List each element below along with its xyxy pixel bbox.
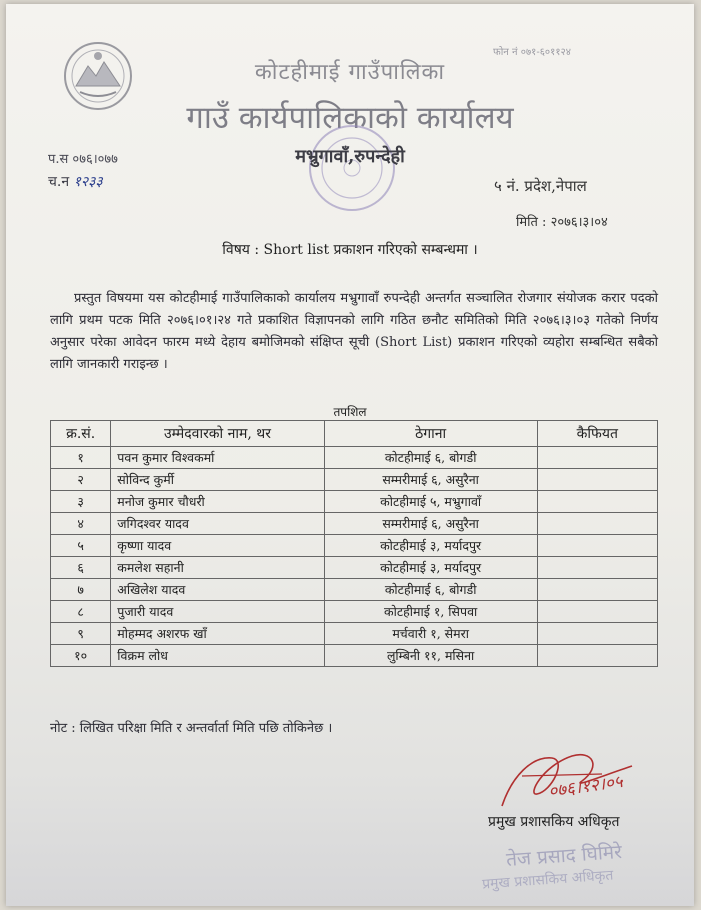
dispatch-label: च.न <box>48 174 70 190</box>
shortlist-table <box>50 420 658 667</box>
cell-serial: ८ <box>51 601 111 623</box>
table-row <box>51 491 658 513</box>
cell-remark <box>537 447 657 469</box>
phone-number: फोन नं ०७१-६०११२४ <box>493 47 571 58</box>
letter-dispatch-no <box>48 172 103 191</box>
letter-ref-ps: प.स ०७६।०७७ <box>48 152 118 167</box>
cell-remark <box>537 469 657 491</box>
cell-remark <box>537 557 657 579</box>
cell-name: पुजारी यादव <box>111 601 324 623</box>
letter-subject: विषय : Short list प्रकाशन गरिएको सम्बन्धमा । <box>222 242 478 258</box>
cell-name: कमलेश सहानी <box>111 557 324 579</box>
letter-page <box>6 4 694 906</box>
cell-address: लुम्बिनी ११, मसिना <box>324 645 537 667</box>
office-stamp-icon <box>306 122 398 214</box>
cell-serial: ५ <box>51 535 111 557</box>
cell-name: जगिदश्वर यादव <box>111 513 324 535</box>
cell-remark <box>537 535 657 557</box>
cell-serial: १० <box>51 645 111 667</box>
cell-remark <box>537 491 657 513</box>
cell-serial: २ <box>51 469 111 491</box>
dispatch-value: १२३३ <box>73 174 103 190</box>
cell-address: कोटहीमाई ५, मभ्रुगावाँ <box>324 491 537 513</box>
header-remarks: कैफियत <box>537 421 657 447</box>
cell-serial: ६ <box>51 557 111 579</box>
letter-body: प्रस्तुत विषयमा यस कोटहीमाई गाउँपालिकाको कार्यालय मभ्रुगावाँ रुपन्देही अन्तर्गत सञ्चालित रोजगार संयोजक करार पदको लागि प्रथम पटक मिति २०७६।०१।२४ गते प्रकाशित विज्ञापनको लागि गठित छनौट समितिको मिति २०७६।३।०३ गतेको निर्णय अनुसार परेका आवेदन फारम मध्ये देहाय बमोजिमको संक्षिप्त सूची (Short List) प्रकाशन गरिएको व्यहोरा सम्बन्धित सबैको लागि जानकारी गराइन्छ । <box>50 291 658 372</box>
cell-address: मर्चवारी १, सेमरा <box>324 623 537 645</box>
cell-remark <box>537 579 657 601</box>
cell-remark <box>537 645 657 667</box>
cell-address: सम्मरीमाई ६, असुरैना <box>324 513 537 535</box>
cell-address: कोटहीमाई ३, मर्यादपुर <box>324 557 537 579</box>
table-row <box>51 645 658 667</box>
cell-address: सम्मरीमाई ६, असुरैना <box>324 469 537 491</box>
table-row <box>51 601 658 623</box>
cell-serial: ३ <box>51 491 111 513</box>
table-row <box>51 469 658 491</box>
table-row <box>51 579 658 601</box>
cell-name: सोविन्द कुर्मी <box>111 469 324 491</box>
note-text: नोट : लिखित परिक्षा मिति र अन्तर्वार्ता मिति पछि तोकिनेछ । <box>50 721 333 736</box>
cell-name: विक्रम लोध <box>111 645 324 667</box>
header-serial: क्र.सं. <box>51 421 111 447</box>
seal-officer-title: प्रमुख प्रशासकिय अधिकृत <box>481 867 614 893</box>
cell-serial: ९ <box>51 623 111 645</box>
office-address: मभ्रुगावाँ,रुपन्देही <box>295 146 405 167</box>
annex-title: तपशिल <box>333 405 367 419</box>
cell-serial: १ <box>51 447 111 469</box>
seal-officer-name: तेज प्रसाद घिमिरे <box>505 840 623 872</box>
cell-serial: ४ <box>51 513 111 535</box>
cell-name: पवन कुमार विश्वकर्मा <box>111 447 324 469</box>
cell-serial: ७ <box>51 579 111 601</box>
officer-title: प्रमुख प्रशासकिय अधिकृत <box>488 814 620 830</box>
cell-name: अखिलेश यादव <box>111 579 324 601</box>
table-row <box>51 557 658 579</box>
header-address: ठेगाना <box>324 421 537 447</box>
cell-remark <box>537 601 657 623</box>
header-name: उम्मेदवारको नाम, थर <box>111 421 324 447</box>
table-header-row <box>51 421 658 447</box>
cell-address: कोटहीमाई ६, बोगडी <box>324 447 537 469</box>
province: ५ नं. प्रदेश,नेपाल <box>494 177 587 195</box>
cell-address: कोटहीमाई ६, बोगडी <box>324 579 537 601</box>
signature-date: ०७६।१२।०५ <box>547 771 625 803</box>
table-row <box>51 535 658 557</box>
office-name: कोटहीमाई गाउँपालिका <box>254 60 446 85</box>
cell-name: मोहम्मद अशरफ खाँ <box>111 623 324 645</box>
office-subtitle: गाउँ कार्यपालिकाको कार्यालय <box>186 100 514 136</box>
cell-name: कृष्णा यादव <box>111 535 324 557</box>
cell-remark <box>537 623 657 645</box>
letter-date: मिति : २०७६।३।०४ <box>516 215 608 230</box>
cell-address: कोटहीमाई १, सिपवा <box>324 601 537 623</box>
cell-remark <box>537 513 657 535</box>
cell-address: कोटहीमाई ३, मर्यादपुर <box>324 535 537 557</box>
table-row <box>51 513 658 535</box>
table-row <box>51 447 658 469</box>
table-row <box>51 623 658 645</box>
cell-name: मनोज कुमार चौधरी <box>111 491 324 513</box>
